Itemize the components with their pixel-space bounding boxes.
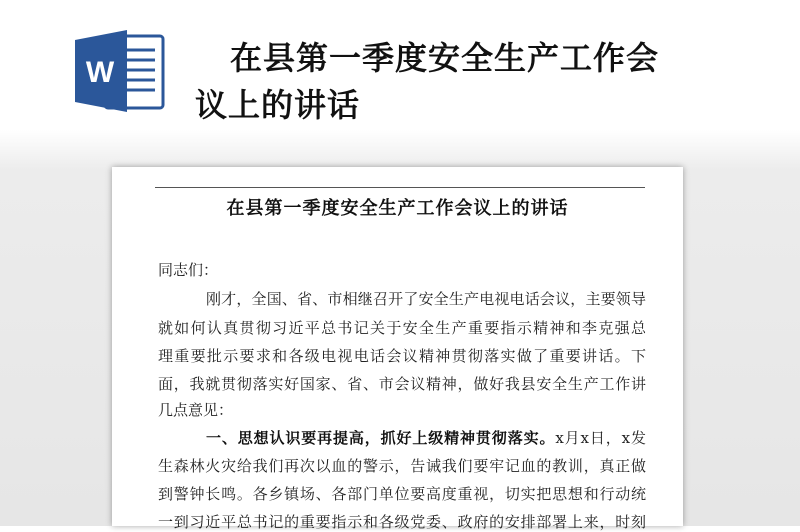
- section1-heading: 一、思想认识要再提高，抓好上级精神贯彻落实。: [206, 429, 556, 447]
- document-title: 在县第一季度安全生产工作会议上的讲话: [226, 198, 569, 219]
- body-line: 就如何认真贯彻习近平总书记关于安全生产重要指示精神和李克强总: [158, 319, 646, 337]
- document-page: [112, 167, 683, 531]
- header-rule: [155, 187, 645, 188]
- section1-lead: x月x日，x发: [555, 429, 646, 447]
- body-line: 一到习近平总书记的重要指示和各级党委、政府的安排部署上来，时刻: [158, 513, 646, 531]
- word-document-icon: [75, 30, 167, 112]
- body-line: 面，我就贯彻落实好国家、省、市会议精神，做好我县安全生产工作讲: [158, 375, 646, 393]
- svg-text:W: W: [85, 56, 115, 89]
- body-line: 刚才，全国、省、市相继召开了安全生产电视电话会议，主要领导: [206, 290, 646, 308]
- salutation: 同志们：: [158, 261, 219, 279]
- body-line: 生森林火灾给我们再次以血的警示，告诫我们要牢记血的教训，真正做: [158, 457, 646, 475]
- body-line: 理重要批示要求和各级电视电话会议精神贯彻落实做了重要讲话。下: [158, 347, 646, 365]
- section1-first-line: [206, 427, 646, 448]
- header-title-line1: 在县第一季度安全生产工作会: [230, 39, 660, 77]
- body-line: 到警钟长鸣。各乡镇场、各部门单位要高度重视，切实把思想和行动统: [158, 485, 646, 503]
- body-line: 几点意见：: [158, 401, 234, 419]
- header-title-line2: 议上的讲话: [195, 86, 361, 124]
